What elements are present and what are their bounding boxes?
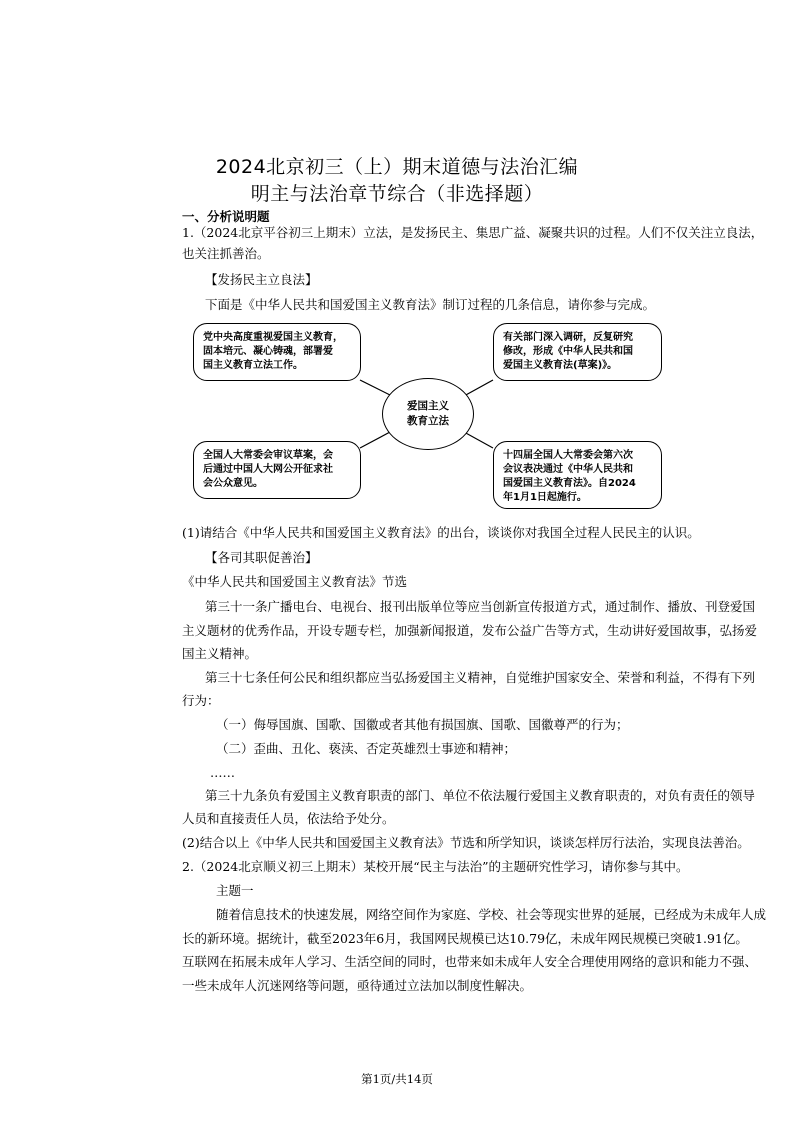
document-subtitle: 明主与法治章节综合（非选择题） [250, 183, 544, 205]
q2-theme-label: 主题一 [216, 883, 254, 898]
q1-intro-line1: 1.（2024北京平谷初三上期末）立法，是发扬民主、集思广益、凝聚共识的过程。人们不仅关注立良法， [182, 225, 764, 240]
article31-line1: 第三十一条广播电台、电视台、报刊出版单位等应当创新宣传报道方式，通过制作、播放、刊登爱国 [205, 599, 756, 614]
diagram-connectors [0, 0, 794, 560]
q2-para-line2: 长的新环境。据统计，截至2023年6月，我国网民规模已达10.79亿，未成年网民规模已突破1.91亿。 [182, 931, 748, 946]
article31-line2: 主义题材的优秀作品，开设专题专栏，加强新闻报道，发布公益广告等方式，生动讲好爱国故事，弘扬爱 [182, 623, 758, 638]
box-line: 党中央高度重视爱国主义教育， [203, 332, 343, 343]
center-line2: 教育立法 [407, 415, 449, 427]
diagram-box-top-right [493, 323, 662, 381]
diagram-box-bottom-right [493, 441, 662, 509]
document-title: 2024北京初三（上）期末道德与法治汇编 [215, 156, 579, 178]
q1-intro-line2: 也关注抓善治。 [182, 246, 270, 261]
article37-item2: （二）歪曲、丑化、亵渎、否定英雄烈士事迹和精神； [216, 741, 517, 756]
article37-line1: 第三十七条任何公民和组织都应当弘扬爱国主义精神，自觉维护国家安全、荣誉和利益，不得有下列 [205, 670, 756, 685]
box-line: 会议表决通过《中华人民共和 [503, 464, 633, 475]
diagram-center-node [382, 378, 474, 450]
article37-item1: （一）侮辱国旗、国歌、国徽或者其他有损国旗、国歌、国徽尊严的行为； [216, 717, 629, 732]
box-line: 固本培元、凝心铸魂，部署爱 [203, 346, 333, 357]
box-line: 爱国主义教育法(草案)》。 [503, 360, 618, 371]
article37-line2: 行为： [182, 693, 220, 708]
diagram-box-top-left [193, 323, 361, 381]
article39-line1: 第三十九条负有爱国主义教育职责的部门、单位不依法履行爱国主义教育职责的，对负有责任的领导 [205, 788, 756, 803]
box-line: 十四届全国人大常委会第六次 [503, 450, 633, 461]
q2-intro: 2.（2024北京顺义初三上期末）某校开展“民主与法治”的主题研究性学习，请你参与其中。 [182, 859, 689, 874]
box-line: 有关部门深入调研，反复研究 [503, 332, 633, 343]
box-line: 国主义教育立法工作。 [203, 360, 303, 371]
page-number: 第1页/共14页 [361, 1072, 433, 1086]
box-line: 后通过中国人大网公开征求社 [203, 464, 333, 475]
box-line: 年1月1日起施行。 [503, 492, 587, 503]
q1-sub1: (1)请结合《中华人民共和国爱国主义教育法》的出台，谈谈你对我国全过程人民民主的认识。 [182, 525, 700, 540]
box-line: 会公众意见。 [203, 478, 263, 489]
box-line: 国爱国主义教育法》。自2024 [503, 478, 636, 489]
q1-part1-label: 【发扬民主立良法】 [205, 272, 318, 287]
article31-line3: 国主义精神。 [182, 646, 258, 661]
excerpt-title: 《中华人民共和国爱国主义教育法》节选 [182, 574, 408, 589]
article39-line2: 人员和直接责任人员，依法给予处分。 [182, 811, 395, 826]
diagram-box-bottom-left [193, 441, 361, 499]
q2-para-line1: 随着信息技术的快速发展，网络空间作为家庭、学校、社会等现实世界的延展，已经成为未成年人成 [216, 907, 767, 922]
q1-sub2: (2)结合以上《中华人民共和国爱国主义教育法》节选和所学知识，谈谈怎样厉行法治，实现良法善治。 [182, 835, 750, 850]
q2-para-line4: 一些未成年人沉迷网络等问题，亟待通过立法加以制度性解决。 [182, 978, 533, 993]
center-line1: 爱国主义 [407, 400, 449, 412]
box-line: 修改，形成《中华人民共和国 [503, 346, 633, 357]
section-heading: 一、分析说明题 [182, 209, 270, 224]
q1-part1-lead: 下面是《中华人民共和国爱国主义教育法》制订过程的几条信息，请你参与完成。 [205, 297, 656, 312]
q2-para-line3: 互联网在拓展未成年人学习、生活空间的同时，也带来如未成年人安全合理使用网络的意识和能力不强、 [182, 954, 758, 969]
box-line: 全国人大常委会审议草案，会 [203, 450, 333, 461]
q1-part2-label: 【各司其职促善治】 [205, 550, 318, 565]
ellipsis: …… [210, 765, 235, 780]
